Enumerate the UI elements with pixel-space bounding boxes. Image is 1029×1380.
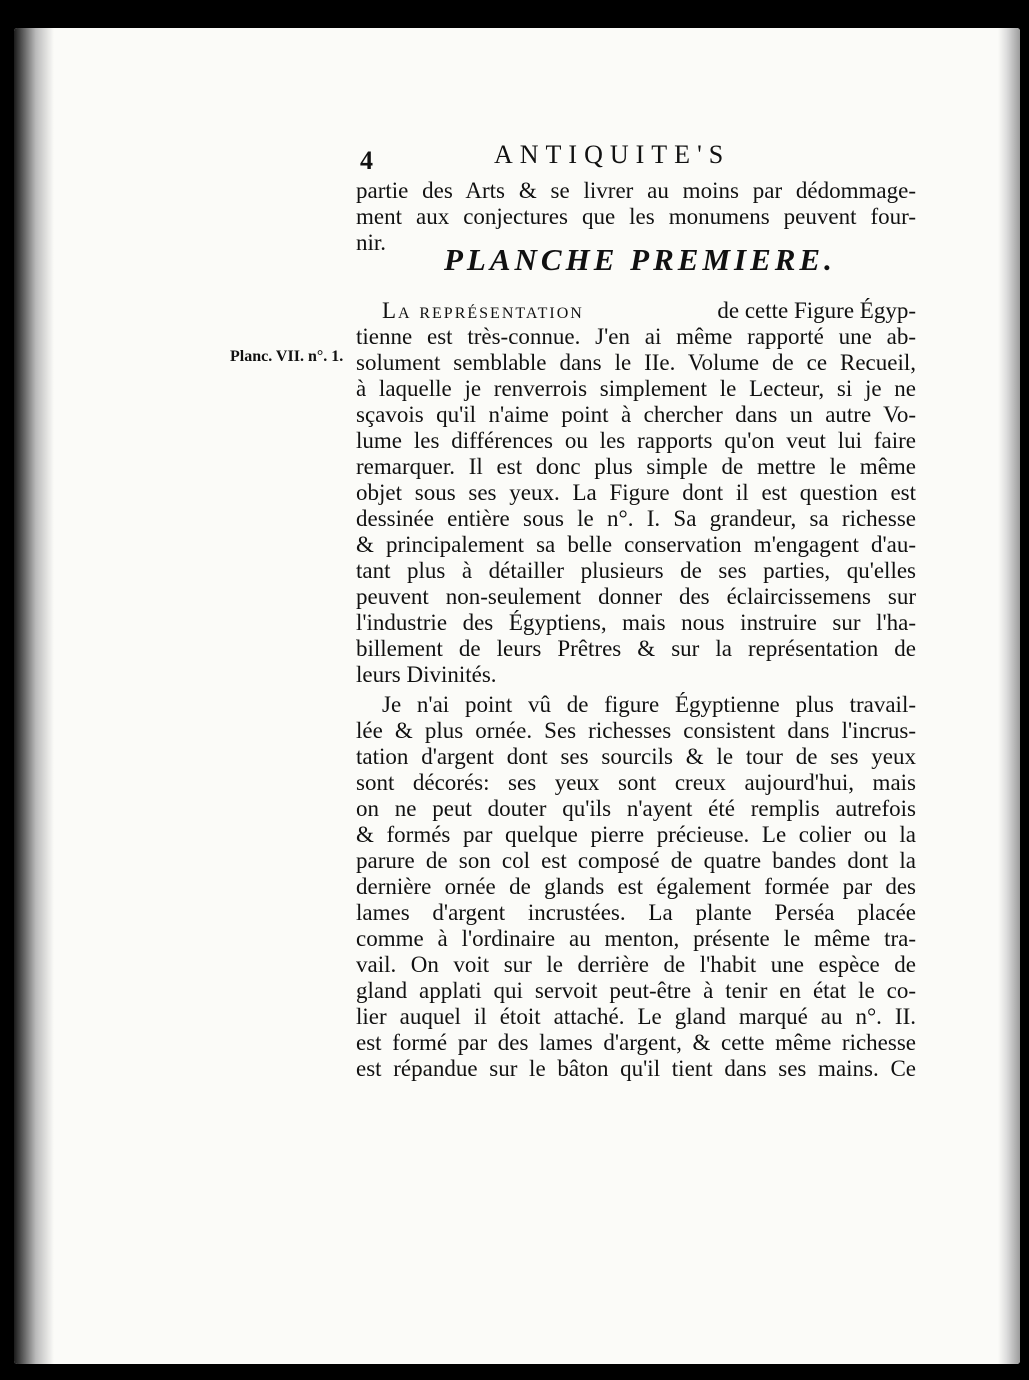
text-line: lée & plus ornée. Ses richesses consistent dans l'incrus-	[356, 718, 916, 743]
text-line: lume les différences ou les rapports qu'on veut lui faire	[356, 428, 916, 453]
text-line: remarquer. Il est donc plus simple de mettre le même	[356, 454, 916, 479]
text-line: à laquelle je renverrois simplement le Lecteur, si je ne	[356, 376, 916, 401]
text-line: de cette Figure Égyp-	[717, 298, 916, 323]
text-line: tation d'argent dont ses sourcils & le tour de ses yeux	[356, 744, 916, 769]
text-line: ment aux conjectures que les monumens peuvent four-	[356, 204, 916, 229]
margin-note: Planc. VII. n°. 1.	[230, 348, 344, 365]
running-head: ANTIQUITE'S	[494, 140, 731, 169]
small-caps-opening: La représentation	[382, 298, 584, 323]
page-edge-shadow	[998, 28, 1020, 1364]
text-line: vail. On voit sur le derrière de l'habit une espèce de	[356, 952, 916, 977]
text-line: l'industrie des Égyptiens, mais nous instruire sur l'ha-	[356, 610, 916, 635]
text-line: dessinée entière sous le n°. I. Sa grandeur, sa richesse	[356, 506, 916, 531]
text-line: comme à l'ordinaire au menton, présente le même tra-	[356, 926, 916, 951]
text-line: sont décorés: ses yeux sont creux aujourd'hui, mais	[356, 770, 916, 795]
text-line: billement de leurs Prêtres & sur la représentation de	[356, 636, 916, 661]
text-line: partie des Arts & se livrer au moins par dédommage-	[356, 178, 916, 203]
text-line: solument semblable dans le IIe. Volume de ce Recueil,	[356, 350, 916, 375]
text-line: parure de son col est composé de quatre bandes dont la	[356, 848, 916, 873]
opening-line	[382, 298, 916, 324]
page-number: 4	[360, 146, 373, 175]
text-line: gland applati qui servoit peut-être à tenir en état le co-	[356, 978, 916, 1003]
text-line: peuvent non-seulement donner des éclaircissemens sur	[356, 584, 916, 609]
text-line: objet sous ses yeux. La Figure dont il est question est	[356, 480, 916, 505]
text-line: on ne peut douter qu'ils n'ayent été remplis autrefois	[356, 796, 916, 821]
text-line: est répandue sur le bâton qu'il tient dans ses mains. Ce	[356, 1056, 916, 1081]
text-line: est formé par des lames d'argent, & cette même richesse	[356, 1030, 916, 1055]
text-line: Je n'ai point vû de figure Égyptienne plus travail-	[382, 692, 916, 717]
text-line: & principalement sa belle conservation m'engagent d'au-	[356, 532, 916, 557]
text-line: lames d'argent incrustées. La plante Perséa placée	[356, 900, 916, 925]
plate-heading: PLANCHE PREMIERE.	[444, 242, 836, 277]
text-line: sçavois qu'il n'aime point à chercher dans un autre Vo-	[356, 402, 916, 427]
page-gutter-shadow	[14, 28, 54, 1364]
text-line: lier auquel il étoit attaché. Le gland marqué au n°. II.	[356, 1004, 916, 1029]
book-page	[14, 28, 1020, 1364]
text-line: tant plus à détailler plusieurs de ses parties, qu'elles	[356, 558, 916, 583]
text-line: nir.	[356, 230, 387, 255]
text-line: tienne est très-connue. J'en ai même rapporté une ab-	[356, 324, 916, 349]
text-line: dernière ornée de glands est également formée par des	[356, 874, 916, 899]
text-line: leurs Divinités.	[356, 662, 497, 687]
text-line: & formés par quelque pierre précieuse. Le colier ou la	[356, 822, 916, 847]
